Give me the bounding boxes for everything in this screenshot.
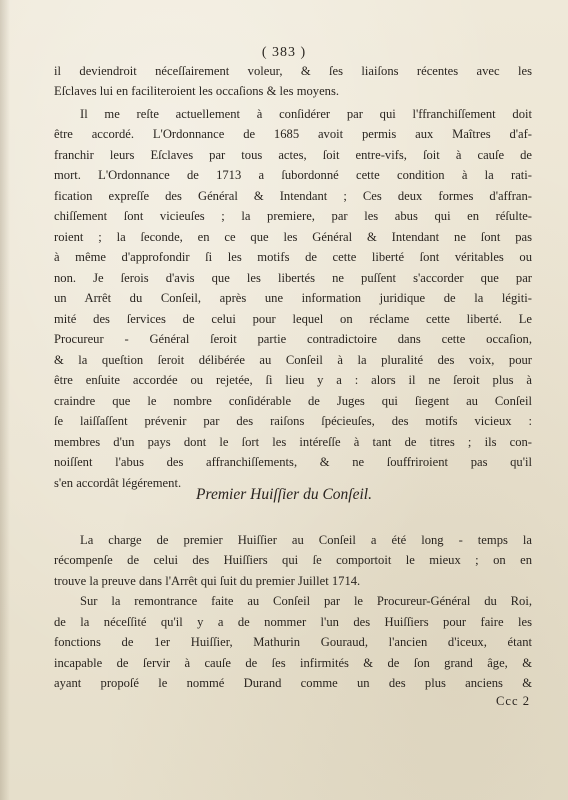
text-line: Il me reſte actuellement à conſidérer par qui l'ffranchiſſement doit bbox=[80, 107, 532, 121]
text-line: trouve la preuve dans l'Arrêt qui ſuit du premier Juillet 1714. bbox=[54, 574, 361, 588]
text-line: noiſſent l'abus des affranchiſſements, & ne ſouffriroient pas qu'il bbox=[54, 455, 532, 469]
section-heading: Premier Huiſſier du Conſeil. bbox=[196, 486, 372, 503]
text-line: Procureur - Général ſeroit partie contradictoire dans cette occaſion, bbox=[54, 332, 532, 346]
text-line: chiſſement ſont vicieuſes ; la premiere, par les abus qui en réſulte- bbox=[54, 209, 532, 223]
text-line: récompenſe de celui des Huiſſiers qui ſe comportoit le mieux ; on en bbox=[54, 553, 532, 567]
text-line: ayant propoſé le nommé Durand comme un des plus anciens & bbox=[54, 676, 532, 690]
text-line: il deviendroit néceſſairement voleur, & ſes liaiſons récentes avec les bbox=[54, 64, 532, 78]
text-line: s'en accordât légérement. bbox=[54, 476, 182, 490]
text-line: roient ; la ſeconde, en ce que les Général & Intendant ne ſont pas bbox=[54, 230, 532, 244]
text-line: craindre que le nombre conſidérable de Juges qui ſiegent au Conſeil bbox=[54, 394, 532, 408]
page-gutter-shadow bbox=[0, 0, 10, 800]
text-line: franchir leurs Eſclaves par tous actes, ſoit entre-vifs, ſoit à cauſe de bbox=[54, 148, 532, 162]
text-line: incapable de ſervir à cauſe de ſes infirmités & de ſon grand âge, & bbox=[54, 656, 532, 670]
text-line: Sur la remontrance faite au Conſeil par le Procureur-Général du Roi, bbox=[80, 594, 532, 608]
signature-mark: Ccc 2 bbox=[495, 694, 530, 708]
text-line: & la queſtion ſeroit délibérée au Conſeil à la pluralité des voix, pour bbox=[54, 353, 532, 367]
text-line: ſe laiſſaſſent prévenir par des raiſons ſpécieuſes, des motifs vicieux : bbox=[54, 414, 532, 428]
text-line: La charge de premier Huiſſier au Conſeil a été long - temps la bbox=[80, 533, 532, 547]
text-line: membres d'un pays dont le ſort les intéreſſe à tant de titres ; ils con- bbox=[54, 435, 532, 449]
text-line: à même d'approfondir ſi les motifs de cette liberté ſont véritables ou bbox=[54, 250, 532, 264]
text-line: être accordé. L'Ordonnance de 1685 avoit permis aux Maîtres d'af- bbox=[54, 127, 532, 141]
text-line: de la néceſſité qu'il y a de nommer l'un des Huiſſiers pour faire les bbox=[54, 615, 532, 629]
page-number: ( 383 ) bbox=[261, 45, 307, 60]
text-line: mité des ſervices de celui pour lequel on réclame cette liberté. Le bbox=[54, 312, 532, 326]
text-line: fication expreſſe des Général & Intendant ; Ces deux formes d'affran- bbox=[54, 189, 532, 203]
text-line: un Arrêt du Conſeil, après une information juridique de la légiti- bbox=[54, 291, 532, 305]
text-line: non. Je ſerois d'avis que les libertés ne puſſent s'accorder que par bbox=[54, 271, 532, 285]
text-line: être enſuite accordée ou rejetée, ſi lieu y a : alors il ne ſeroit plus à bbox=[54, 373, 532, 387]
text-line: fonctions de 1er Huiſſier, Mathurin Gouraud, l'ancien d'iceux, étant bbox=[54, 635, 532, 649]
text-line: mort. L'Ordonnance de 1713 a ſubordonné cette condition à la rati- bbox=[54, 168, 532, 182]
text-line: Eſclaves lui en faciliteroient les occaſions & les moyens. bbox=[54, 84, 340, 98]
